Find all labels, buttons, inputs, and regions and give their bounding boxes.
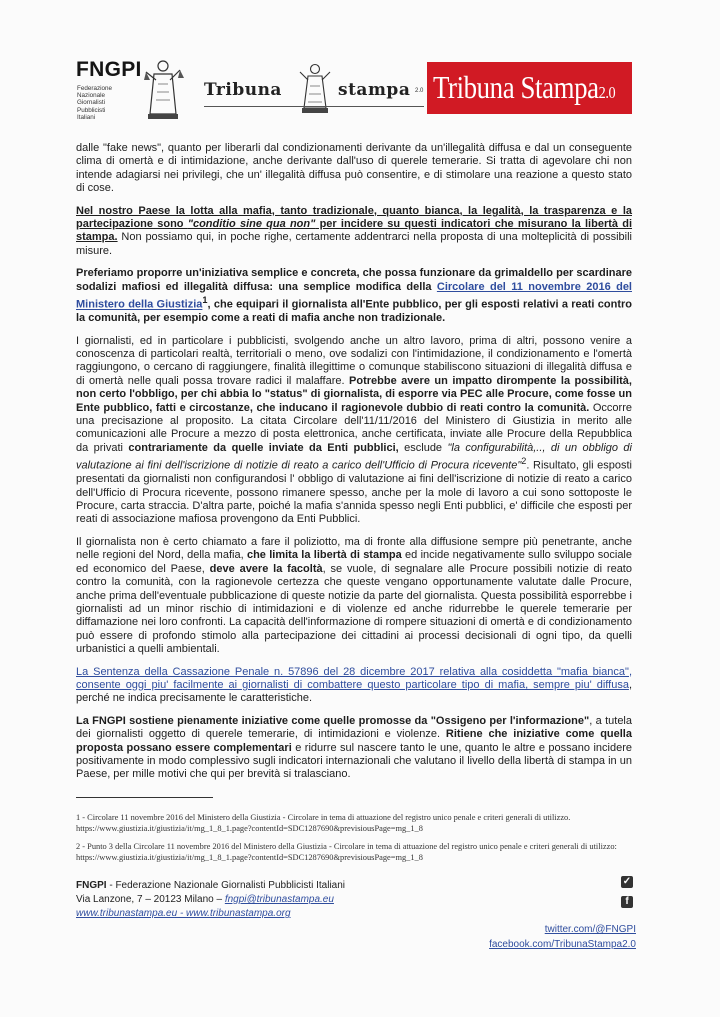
red-logo-version: 2.0	[598, 83, 616, 102]
federation-line: Italiani	[77, 113, 96, 121]
federation-lines	[77, 85, 112, 121]
paragraph-1: dalle "fake news", quanto per liberarli dal condizionamenti derivante da un'illegalità diffusa e dal un conseguente clima di omertà e di intimidazione, anche derivante dall'uso di querele temerarie. Si tratta di agevolare chi non intende adagiarsi nei privilegi, che un' illegalità diffusa può consentire, e di stimolare una reazione a questo stato di cose.	[76, 142, 632, 195]
circolare-link[interactable]: Circolare del 11 novembre 2016 del Ministero della Giustizia	[76, 280, 632, 311]
footer-address: Via Lanzone, 7 – 20123 Milano – fngpi@tribunastampa.eu	[76, 894, 334, 905]
article-body	[76, 142, 632, 791]
footnote-1: 1 - Circolare 11 novembre 2016 del Ministero della Giustizia - Circolare in tema di attuazione del registro unico penale e criteri generali di utilizzo. https://www.giustizia.it/giustizia/it/mg_1_8_1.page?contentId=SDC1287690&previsiousPage=mg_1_8	[76, 813, 571, 833]
federation-line: Giornalisti	[77, 99, 105, 107]
email-link[interactable]: fngpi@tribunastampa.eu	[224, 894, 334, 905]
federation-line: Federazione	[77, 85, 113, 92]
gothic-tribuna: Tribuna	[204, 80, 282, 100]
facebook-link[interactable]: facebook.com/TribunaStampa2.0	[489, 939, 636, 950]
header-underline	[204, 106, 424, 107]
paragraph-6: La Sentenza della Cassazione Penale n. 57896 del 28 dicembre 2017 relativa alla cosiddetta "mafia bianca", consente oggi piu' facilmente ai giornalisti di combattere questo particolare tipo di mafia, sempre piu' diffusa, perché ne indica precisamente le caratteristiche.	[76, 665, 632, 705]
twitter-icon[interactable]: ✓	[622, 876, 632, 887]
cassazione-link[interactable]: La Sentenza della Cassazione Penale n. 57896 del 28 dicembre 2017 relativa alla cosiddetta "mafia bianca", consente oggi piu' facilmente ai giornalisti di combattere questo particolare tipo di mafia, sempre piu' diffusa	[76, 665, 632, 691]
footnote-divider	[76, 797, 213, 798]
federation-line: Nazionale	[77, 92, 106, 100]
fngpi-logo: FNGPI	[76, 58, 142, 81]
red-logo-title: Tribuna Stampa	[433, 69, 599, 105]
paragraph-5: Il giornalista non è certo chiamato a fare il poliziotto, ma di fronte alla diffusione sempre più penetrante, anche nelle regioni del Nord, della mafia, che limita la libertà di stampa ed incide negativamente sullo sviluppo sociale ed economico del Paese, deve avere la facoltà, se vuole, di segnalare alle Procure possibili notizie di reato contro la comunità, con la ragionevole certezza che queste vengano opportunamente valutate dalle Procure, anche prima dell'eventuale pubblicazione di queste notizie da parte del giornalista. Questa possibilità esporrebbe i giornalisti ad un minor rischio di intimidazioni e di violenze ed anche ridurrebbe le querele temerarie per diffamazione nei loro confronti. La capacità dell'informazione di rompere situazioni di omertà e di condizionamento può essere di profondo stimolo alla partecipazione dei cittadini ai processi decisionali di ogni tipo, da quelli urbanistici a quelli ambientali.	[76, 535, 632, 656]
twitter-link[interactable]: twitter.com/@FNGPI	[544, 924, 636, 935]
paragraph-4: I giornalisti, ed in particolare i pubblicisti, svolgendo anche un altro lavoro, prima di altri, possono venire a conoscenza di particolari realtà, territoriali o meno, ove sodalizi con l'intimidazione, il condizionamento e l'omertà raggiungono, o cercano di raggiungere, finalità illegittime o comunque stabiliscono situazioni di illegalità diffusa e di omertà nelle quali possa trovare radici il malaffare. Potrebbe avere un impatto dirompente la possibilità, non certo l'obbligo, per chi abbia lo "status" di giornalista, di esporre via PEC alle Procure, come fosse un Ente pubblico, fatti e circostanze, che inducano il ragionevole dubbio di reati contro la comunità. Occorre una precisazione al proposito. La citata Circolare dell'11/11/2016 del Ministero di Giustizia in merito alle comunicazioni alle Procure a mezzo di posta elettronica, anche certificata, inviate alle Procure della Repubblica da privati contrariamente da quelle inviate da Enti pubblici, esclude "la configurabilità,.., di un obbligo di valutazione ai fini dell'iscrizione di notizie di reato a carico dell'Ufficio di Procura ricevente"$^2$. Risultato, gli esposti presentati da giornalisti non configurandosi l' obbligo di valutazione ai fini dell'iscrizione di notizie di reato a carico dell'Ufficio di Procura ricevente, possono rimanere spesso, anche per la mole di lavoro a cui sono sottoposte le Procure, carta straccia. D'altra parte, poiché la mafia s'annida spesso negli Enti pubblici, e' difficile che esposti per reati di associazione mafiosa provengono da Enti Pubblici.	[76, 334, 632, 526]
gothic-stampa: stampa	[338, 80, 411, 100]
sites-link[interactable]: www.tribunastampa.eu - www.tribunastampa.org	[76, 908, 291, 919]
gothic-version: 2.0	[415, 88, 424, 94]
footnote-2: 2 - Punto 3 della Circolare 11 novembre 2016 del Ministero della Giustizia - Circolare in tema di attuazione del registro unico penale e criteri generali di utilizzo: https://www.giustizia.it/giustizia/it/mg_1_8_1.page?contentId=SDC1287690&previsiousPage=mg_1_8	[76, 842, 617, 862]
paragraph-2: Nel nostro Paese la lotta alla mafia, tanto tradizionale, quanto bianca, la legalità, la trasparenza e la partecipazione sono "conditio sine qua non" per incidere su questi indicatori che misurano la libertà di stampa. Non possiamo qui, in poche righe, certamente addentrarci nella proposta di una molteplicità di possibili misure.	[76, 204, 633, 257]
paragraph-7: La FNGPI sostiene pienamente iniziative come quelle promosse da "Ossigeno per l'informazione", a tutela dei giornalisti oggetto di querele temerarie, di intimidazioni e violenze. Ritiene che iniziative come quella proposta possano essere complementari e ridurre sul nascere tanto le une, quanto le altre e possano incidere positivamente in modo complessivo sugli indicatori internazionali che valutano il livello della libertà di stampa in un Paese, per mille motivi che qui per brevità si tralasciano.	[76, 714, 632, 781]
justice-statue-icon	[142, 58, 184, 120]
tribuna-stampa-logo	[427, 62, 632, 114]
facebook-icon[interactable]: f	[621, 896, 633, 908]
federation-line: Pubblicisti	[77, 106, 106, 114]
footer-sites	[76, 907, 291, 920]
letterhead	[76, 58, 636, 128]
footer-org: FNGPI - Federazione Nazionale Giornalisti Pubblicisti Italiani	[76, 880, 346, 891]
paragraph-3: Preferiamo proporre un'iniziativa semplice e concreta, che possa funzionare da grimaldello per scardinare sodalizi mafiosi ed illegalità diffusa: una semplice modifica della Circolare del 11 novembre 2016 del Ministero della Giustizia$^1$, che equipari il giornalista all'Ente pubblico, per gli esposti relativi a reati contro la comunità, per esempio come a reati di mafia anche non tradizionale.	[76, 267, 632, 325]
